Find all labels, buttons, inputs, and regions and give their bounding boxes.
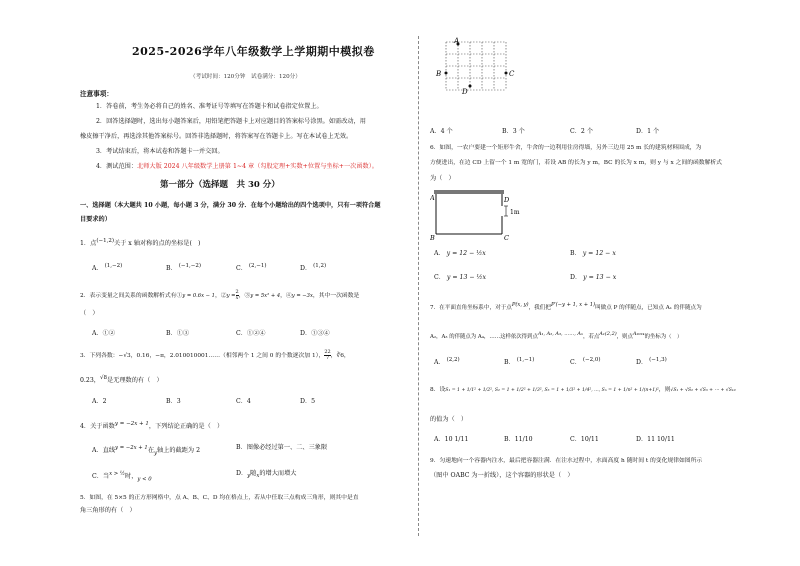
note-1: 1．答卷前，考生务必将自己的姓名、准考证号等填写在答题卡和试卷指定位置上。 bbox=[96, 103, 323, 110]
question-1 bbox=[80, 237, 200, 248]
fig-label-door: 1m bbox=[510, 209, 520, 216]
opt-text: 轴上的截距为 2 bbox=[157, 447, 201, 455]
point-c bbox=[505, 72, 508, 75]
q8-option-b[interactable]: B．11/10 bbox=[504, 436, 533, 443]
opt-label: D． bbox=[636, 359, 648, 367]
question-4 bbox=[80, 420, 223, 431]
grid-lines bbox=[446, 42, 506, 90]
fig-label-d: D bbox=[504, 196, 510, 204]
cowshed-figure bbox=[430, 186, 530, 242]
q4-option-d[interactable] bbox=[236, 470, 296, 480]
opt-value: (1,−1) bbox=[516, 357, 535, 363]
q4-func: y = −2x + 1 bbox=[114, 421, 149, 427]
q2-f4: y = −3x bbox=[291, 293, 313, 299]
q1-option-a[interactable] bbox=[92, 262, 122, 273]
q5-option-a[interactable]: A．4 个 bbox=[430, 128, 453, 135]
q1-option-c[interactable] bbox=[236, 262, 267, 273]
question-9-cont: （图中 OABC 为一折线），这个容器的形状是（ ） bbox=[430, 472, 574, 479]
q1-point: (−1,2) bbox=[96, 238, 114, 244]
q7-a1: A₁(2,2) bbox=[599, 331, 617, 337]
q8-stem: ，则 bbox=[658, 387, 671, 393]
opt-label: D． bbox=[570, 274, 582, 281]
q3-stem: 3．下列各数： bbox=[80, 353, 119, 359]
fig-label-c: C bbox=[504, 234, 509, 242]
label-d: D bbox=[462, 88, 468, 96]
opt-value: (2,−1) bbox=[248, 263, 267, 269]
opt-text: D． bbox=[236, 470, 248, 477]
q7-point: P′(−y + 1, x + 1) bbox=[550, 302, 596, 308]
q8-sum: √S₁ + √S₂ + √S₃ + ⋯ + √S₁₀ bbox=[670, 388, 736, 393]
opt-var: y bbox=[247, 473, 251, 480]
q2-stem: 2．表示变量之间关系的函数解析式有① bbox=[80, 293, 183, 299]
opt-label: C． bbox=[434, 274, 445, 281]
q4-stem-end: ，下列结论正确的是（ ） bbox=[148, 423, 224, 431]
opt-text: 的增大而增大 bbox=[259, 470, 297, 477]
q3-num: 22 bbox=[324, 349, 331, 355]
q5-option-d[interactable]: D．1 个 bbox=[636, 128, 660, 135]
q2-paren: （ ） bbox=[80, 310, 99, 317]
q3-option-d[interactable]: D．5 bbox=[300, 398, 316, 405]
q3-num: 0.23， bbox=[80, 377, 100, 385]
opt-label: A． bbox=[434, 250, 445, 257]
opt-value: (−1,3) bbox=[649, 357, 667, 363]
opt-label: A． bbox=[92, 265, 103, 273]
opt-text: C．当 bbox=[92, 473, 110, 481]
q3-line2 bbox=[80, 374, 163, 385]
opt-label: D． bbox=[300, 265, 312, 273]
q3-num: √8 bbox=[99, 375, 107, 381]
q5-option-b[interactable]: B．3 个 bbox=[502, 128, 525, 135]
q2-den: x bbox=[235, 295, 239, 301]
question-6-paren: 为（ ） bbox=[430, 175, 455, 182]
note-4-prefix: 4．测试范围： bbox=[96, 163, 138, 170]
q8-option-a[interactable]: A．10 1/11 bbox=[434, 436, 469, 443]
q7-stem: ，若点 bbox=[583, 333, 600, 340]
q3-option-b[interactable]: B．3 bbox=[166, 398, 181, 405]
q3-stem-end: 是无理数的有（ ） bbox=[106, 377, 163, 385]
fig-label-b: B bbox=[430, 234, 435, 242]
opt-value: (−2,0) bbox=[582, 357, 601, 363]
opt-func: y < 0 bbox=[137, 476, 152, 483]
label-b: B bbox=[436, 70, 442, 78]
q2-option-a[interactable]: A．①② bbox=[92, 330, 116, 337]
q3-num: −√3 bbox=[118, 353, 131, 359]
note-4-scope: 北师大版 2024 八年级数学上册第 1~4 章（勾股定理+实数+位置与坐标+一次函数）。 bbox=[137, 163, 378, 170]
label-a: A bbox=[454, 37, 460, 45]
question-9: 9．匀速地向一个容器内注水，最后把容器注满．在注水过程中，水面高度 h 随时间 t 的变化规律如图所示 bbox=[430, 458, 703, 464]
question-3 bbox=[80, 350, 350, 361]
point-b bbox=[445, 72, 448, 75]
opt-label: A． bbox=[434, 359, 445, 367]
question-6: 6．如图，一农户要建一个矩形牛舍，牛舍的一边利用住房得墙，另外三边用 25 m 长的建筑材料围成，为 bbox=[430, 145, 702, 151]
q4-option-a[interactable] bbox=[92, 444, 200, 457]
opt-value: y = 12 − ½x bbox=[446, 250, 486, 257]
center-divider bbox=[418, 36, 419, 536]
q3-option-c[interactable]: C．4 bbox=[236, 398, 251, 405]
opt-text: 随 bbox=[250, 470, 257, 477]
question-7 bbox=[430, 301, 702, 312]
q2-f2: y = bbox=[226, 293, 236, 299]
q1-stem: 1．点 bbox=[80, 240, 97, 248]
house-wall bbox=[434, 190, 504, 194]
question-8 bbox=[430, 386, 736, 395]
q2-option-c[interactable]: C．①②④ bbox=[236, 330, 266, 337]
q7-option-a[interactable] bbox=[434, 356, 460, 367]
q6-option-c[interactable] bbox=[434, 274, 486, 282]
opt-func: x > ½ bbox=[109, 471, 126, 477]
q2-f1: y = 0.6x − 1 bbox=[182, 293, 215, 299]
q8-option-c[interactable]: C．10/11 bbox=[570, 436, 599, 443]
opt-text: 时， bbox=[125, 473, 138, 481]
opt-var: y bbox=[154, 450, 157, 457]
q1-option-b[interactable] bbox=[166, 262, 201, 273]
q7-option-c[interactable] bbox=[570, 356, 601, 367]
q6-option-a[interactable] bbox=[434, 250, 486, 258]
q7-seq: A₁, A₂, A₃, ……, Aₙ bbox=[537, 331, 584, 337]
opt-value: (1,−2) bbox=[104, 263, 123, 269]
q7-stem: ，我们把 bbox=[528, 304, 551, 311]
opt-value: y = 13 − x bbox=[583, 274, 617, 281]
q7-stem: A₂，A₃ 的伴随点为 A₄，……这样依次得到点 bbox=[430, 333, 538, 340]
opt-label: B． bbox=[570, 250, 581, 257]
fig-label-a: A bbox=[430, 194, 435, 202]
opt-value: y = 13 − ½x bbox=[446, 274, 486, 281]
q8-stem: 8．设 bbox=[430, 387, 446, 393]
q2-sep: ，③ bbox=[238, 293, 251, 299]
q2-stem-end: ，其中一次函数是 bbox=[312, 293, 360, 299]
question-7-cont bbox=[430, 330, 682, 341]
opt-value: y = 12 − x bbox=[582, 250, 616, 257]
question-2 bbox=[80, 290, 359, 301]
notes-heading: 注意事项： bbox=[80, 90, 113, 98]
q8-value: 的值为（ ） bbox=[430, 416, 468, 423]
q2-sep: ，② bbox=[214, 293, 227, 299]
question-6-cont: 方便进出，在边 CD 上留一个 1 m 宽的门，若设 AB 的长为 y m，BC 的长为 x m，则 y 与 x 之间的函数解析式 bbox=[430, 160, 722, 166]
q7-point: P(x, y) bbox=[511, 302, 529, 308]
q1-option-d[interactable] bbox=[300, 262, 326, 273]
section1-heading-cont: 目要求的） bbox=[80, 216, 111, 223]
opt-label: C． bbox=[236, 265, 247, 273]
q4-option-b[interactable]: B．图像必经过第一、二、三象限 bbox=[236, 444, 328, 451]
q2-sep: ，④ bbox=[280, 293, 292, 299]
q8-formula: S₁ = 1 + 1/1² + 1/2², S₂ = 1 + 1/2² + 1/3², S₃ = 1 + 1/3² + 1/4², …, Sₙ = 1 + 1/n² + 1/(n+1)² bbox=[445, 388, 659, 393]
q7-stem: ，则点 bbox=[616, 333, 633, 340]
opt-text: A．直线 bbox=[92, 447, 116, 455]
opt-value: (1,2) bbox=[313, 263, 327, 269]
q3-den: 7 bbox=[325, 355, 330, 361]
opt-value: (−1,−2) bbox=[178, 263, 201, 269]
page-subtitle: （考试时间：120分钟 试卷满分：120分） bbox=[190, 74, 301, 80]
page-title: 2025-2026学年八年级数学上学期期中模拟卷 bbox=[132, 45, 375, 58]
q5-option-c[interactable]: C．2 个 bbox=[570, 128, 594, 135]
opt-func: y = −2x + 1 bbox=[115, 445, 148, 451]
note-2: 2．回答选择题时，选出每小题答案后，用铅笔把答题卡上对应题目的答案标号涂黑。如需改动，用 bbox=[96, 118, 366, 125]
q7-stem: 的坐标为（ ） bbox=[644, 333, 683, 340]
q3-num: ，∛6， bbox=[330, 353, 350, 359]
question-5-cont: 角三角形的有（ ） bbox=[80, 507, 136, 514]
q1-stem-end: 关于 x 轴对称的点的坐标是( ) bbox=[113, 240, 201, 248]
q7-stem: 叫做点 P 的伴随点，已知点 A₁ 的伴随点为 bbox=[595, 304, 702, 311]
question-5: 5．如图，在 5×5 的正方形网格中，点 A、B、C、D 均在格点上，若从中任取三点构成三角形，则其中是直 bbox=[80, 495, 359, 501]
q7-stem: 7．在平面直角坐标系中，对于点 bbox=[430, 304, 512, 311]
q7-a2024: A₂₀₂₄ bbox=[632, 331, 645, 337]
note-2-cont: 橡皮擦干净后，再选涂其他答案标号。回答非选择题时，将答案写在答题卡上。写在本试卷上无效。 bbox=[80, 133, 353, 140]
q8-option-d[interactable]: D．11 10/11 bbox=[636, 436, 675, 443]
q2-f3: y = 5x² + 4 bbox=[250, 293, 281, 299]
point-d bbox=[469, 85, 472, 88]
note-4 bbox=[96, 163, 378, 171]
grid-figure bbox=[434, 36, 518, 98]
q2-option-d[interactable]: D．①③④ bbox=[300, 330, 330, 337]
opt-label: C． bbox=[570, 359, 581, 367]
q6-option-b[interactable] bbox=[570, 250, 616, 258]
q6-option-d[interactable] bbox=[570, 274, 616, 282]
q7-option-b[interactable] bbox=[504, 356, 534, 367]
q2-option-b[interactable]: B．①③ bbox=[166, 330, 190, 337]
opt-var: x bbox=[256, 473, 260, 480]
opt-value: (2,2) bbox=[446, 357, 460, 363]
part1-title: 第一部分（选择题 共 30 分） bbox=[160, 180, 280, 190]
label-c: C bbox=[509, 70, 515, 78]
q7-option-d[interactable] bbox=[636, 356, 667, 367]
q3-num: ，0.16，−π，2.010010001……（相邻两个 1 之间 0 的个数逐次加 1）， bbox=[130, 353, 325, 359]
opt-text: 在 bbox=[147, 447, 154, 455]
opt-label: B． bbox=[504, 359, 515, 367]
q3-option-a[interactable]: A．2 bbox=[92, 398, 107, 405]
q4-stem: 4．关于函数 bbox=[80, 423, 115, 431]
opt-label: B． bbox=[166, 265, 177, 273]
section1-heading: 一、选择题（本大题共 10 小题，每小题 3 分，满分 30 分．在每个小题给出的四个选项中，只有一项符合题 bbox=[80, 202, 381, 209]
note-3: 3．考试结束后，将本试卷和答题卡一并交回。 bbox=[96, 148, 224, 155]
q4-option-c[interactable] bbox=[92, 470, 152, 483]
q2-num: 2 bbox=[235, 289, 239, 295]
